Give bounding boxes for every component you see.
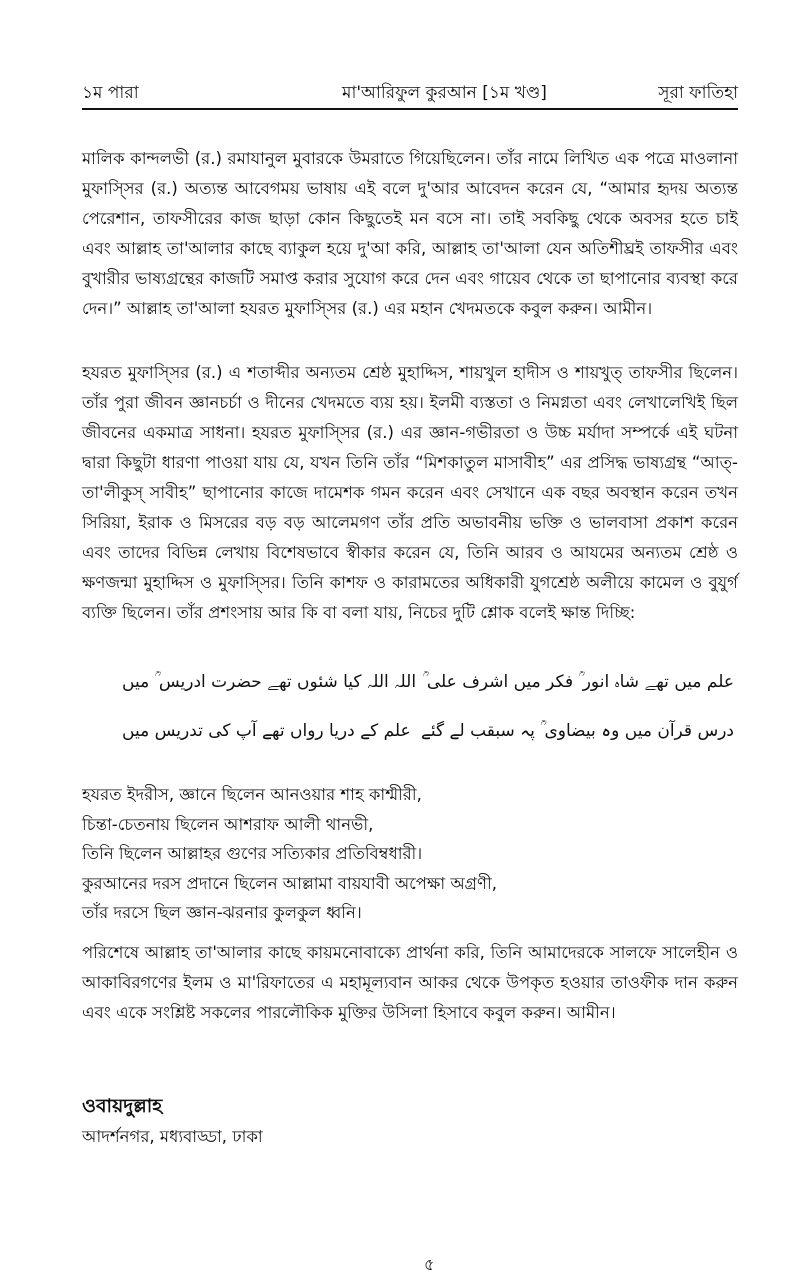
paragraph-1: মালিক কান্দলভী (র.) রমাযানুল মুবারকে উমরাতে গিয়েছিলেন। তাঁর নামে লিখিত এক পত্রে মাওলানা মুফাস্সির (র.) অত্যন্ত আবেগময় ভাষায় এই বলে দু'আর আবেদন করেন যে, “আমার হৃদয় অত্যন্ত পেরেশান, তাফসীরের কাজ ছাড়া কোন কিছুতেই মন বসে না। তাই সবকিছু থেকে অবসর হতে চাই এবং আল্লাহ তা'আলার কাছে ব্যাকুল হয়ে দু'আ করি, আল্লাহ তা'আলা যেন অতিশীঘ্রই তাফসীর এবং বুখারীর ভাষ্যগ্রন্থের কাজটি সমাপ্ত করার সুযোগ করে দেন এবং গায়েব থেকে তা ছাপানোর ব্যবস্থা করে দেন।” আল্লাহ তা'আলা হযরত মুফাস্সির (র.) এর মহান খেদমতকে কবুল করুন। আমীন। [82,149,738,318]
poem-line: তিনি ছিলেন আল্লাহর গুণের সত্যিকার প্রতিবিম্বধারী। [82,844,423,863]
poem-line: হযরত ইদরীস, জ্ঞানে ছিলেন আনওয়ার শাহ কাশ্মীরী, [82,785,422,804]
paragraph-closing: পরিশেষে আল্লাহ তা'আলার কাছে কায়মনোবাক্যে প্রার্থনা করি, তিনি আমাদেরকে সালফে সালেহীন ও আকাবিরগণের ইলম ও মা'রিফাতের এ মহামূল্যবান আকর থেকে উপকৃত হওয়ার তাওফীক দান করুন এবং একে সংশ্লিষ্ট সকলের পারলৌকিক মুক্তির উসিলা হিসাবে কবুল করুন। আমীন। [82,943,738,1022]
running-header [82,80,738,106]
poem-line: চিন্তা-চেতনায় ছিলেন আশরাফ আলী থানভী, [82,814,374,834]
author-location: আদর্শনগর, মধ্যবাড্ডা, ঢাকা [82,1127,263,1146]
urdu-verse-1-left: اللہ اللہ کیا شئوں تھے حضرت ادریس ؒ میں [122,672,417,692]
header-surah: সূরা ফাতিহা [658,83,738,103]
urdu-verse-2-right: درس قرآن میں وہ بیضاوی ؒ پہ سبقب لے گئے [420,721,734,741]
page-number: ৫ [424,1255,435,1274]
header-rule [82,108,738,110]
header-para: ১ম পারা [82,83,139,103]
urdu-verse-1-right: علم میں تھے شاہ انور ؒ فکر میں اشرف علی ؒ [422,672,734,692]
header-book-title: মা'আরিফুল কুরআন [১ম খণ্ড] [342,83,547,103]
paragraph-2: হযরত মুফাস্সির (র.) এ শতাব্দীর অন্যতম শ্রেষ্ঠ মুহাদ্দিস, শায়খুল হাদীস ও শায়খুত্ তাফসীর ছিলেন। তাঁর পুরা জীবন জ্ঞানচর্চা ও দীনের খেদমতে ব্যয় হয়। ইলমী ব্যস্ততা ও নিমগ্নতা এবং লেখালেখিই ছিল জীবনের একমাত্র সাধনা। হযরত মুফাস্সির (র.) এর জ্ঞান-গভীরতা ও উচ্চ মর্যাদা সম্পর্কে এই ঘটনা দ্বারা কিছুটা ধারণা পাওয়া যায় যে, যখন তিনি তাঁর “মিশকাতুল মাসাবীহ” এর প্রসিদ্ধ ভাষ্যগ্রন্থ “আত্-তা'লীকুস্ সাবীহ” ছাপানোর কাজে দামেশক গমন করেন এবং সেখানে এক বছর অবস্থান করেন তখন সিরিয়া, ইরাক ও মিসরের বড় বড় আলেমগণ তাঁর প্রতি অভাবনীয় ভক্তি ও ভালবাসা প্রকাশ করেন এবং তাদের বিভিন্ন লেখায় বিশেষভাবে স্বীকার করেন যে, তিনি আরব ও আযমের অন্যতম শ্রেষ্ঠ ও ক্ষণজন্মা মুহাদ্দিস ও মুফাস্সির। তিনি কাশফ ও কারামতের অধিকারী যুগশ্রেষ্ঠ অলীয়ে কামেল ও বুযুর্গ ব্যক্তি ছিলেন। তাঁর প্রশংসায় আর কি বা বলা যায়, নিচের দুটি শ্লোক বলেই ক্ষান্ত দিচ্ছি: [82,363,738,622]
bengali-verse-translation [82,780,738,928]
poem-line: কুরআনের দরস প্রদানে ছিলেন আল্লামা বায়যাবী অপেক্ষা অগ্রণী, [82,873,497,893]
poem-line: তাঁর দরসে ছিল জ্ঞান-ঝরনার কুলকুল ধ্বনি। [82,903,362,922]
author-signature: ওবায়দুল্লাহ [82,1095,163,1117]
urdu-verse-2-left: علم کے دریا رواں تھے آپ کی تدریس میں [122,721,411,741]
